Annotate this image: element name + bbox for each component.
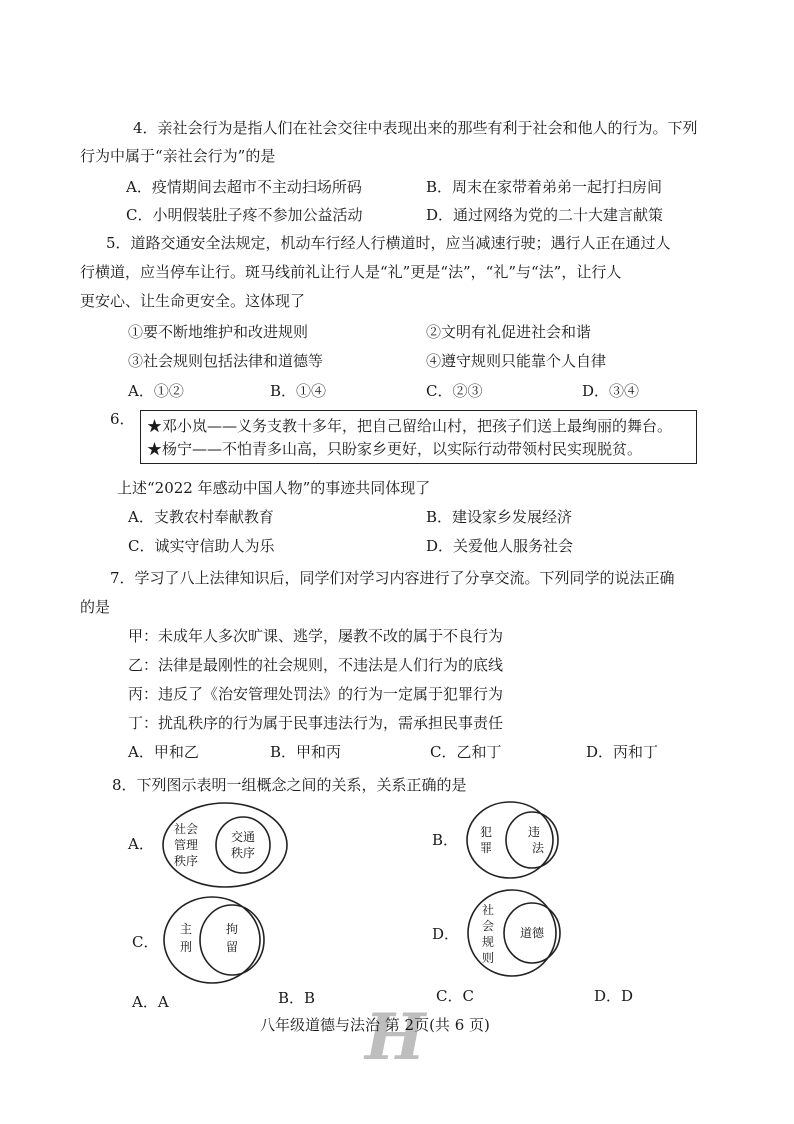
q8-diagram-b [462,798,562,882]
q7-statement-yi: 乙：法律是最刚性的社会规则，不违法是人们行为的底线 [128,656,504,674]
q5-statement-4: ④遵守规则只能靠个人自律 [426,352,607,370]
q8-b-outer-1: 犯 [480,825,493,839]
q8-b-inner-2: 法 [532,841,545,855]
q8-c-inner-1: 拘 [226,922,239,936]
q5-option-d: D．③④ [582,382,640,400]
q7-stem-line2: 的是 [80,598,111,616]
q7-option-d: D．丙和丁 [586,743,659,761]
q6-option-a: A．支教农村奉献教育 [128,508,274,526]
q8-diagram-b-label: B． [432,831,459,849]
q4-stem-line2: 行为中属于“亲社会行为”的是 [80,147,276,165]
q8-diagram-a [160,800,290,890]
q4-option-b: B．周末在家带着弟弟一起打扫房间 [426,178,663,196]
q5-statement-3: ③社会规则包括法律和道德等 [128,352,324,370]
q5-statement-2: ②文明有礼促进社会和谐 [426,323,592,341]
q8-diagram-a-label: A． [128,835,154,853]
q8-d-outer-1: 社 [482,903,495,917]
q8-diagram-c [160,893,270,987]
q7-statement-jia: 甲：未成年人多次旷课、逃学，屡教不改的属于不良行为 [128,627,504,645]
q7-stem-line1: 7．学习了八上法律知识后，同学们对学习内容进行了分享交流。下列同学的说法正确 [110,569,675,587]
q7-statement-bing: 丙：违反了《治安管理处罚法》的行为一定属于犯罪行为 [128,685,504,703]
q4-option-c: C．小明假装肚子疼不参加公益活动 [126,206,363,224]
q8-d-outer-2: 会 [482,919,495,933]
q5-statement-1: ①要不断地维护和改进规则 [128,323,309,341]
q6-box-line2: ★杨宁——不怕青多山高，只盼家乡更好，以实际行动带领村民实现脱贫。 [147,440,643,458]
q8-diagram-d-label: D． [432,925,460,943]
q5-option-a: A．①② [128,382,184,400]
q6-option-d: D．关爱他人服务社会 [426,537,574,555]
q4-stem-line1: 4．亲社会行为是指人们在社会交往中表现出来的那些有利于社会和他人的行为。下列 [133,119,698,137]
q8-d-outer-3: 规 [482,935,495,949]
q4-option-a: A．疫情期间去超市不主动扫场所码 [126,178,362,196]
q5-stem-line3: 更安心、让生命更安全。这体现了 [80,292,306,310]
q8-c-inner-2: 留 [226,940,239,954]
q8-a-outer-2: 管理 [174,838,199,852]
q8-c-outer-1: 主 [180,922,193,936]
q8-b-inner-1: 违 [528,825,541,839]
q6-number: 6． [110,410,135,428]
q6-stem: 上述“2022 年感动中国人物”的事迹共同体现了 [117,479,431,497]
q8-c-outer-2: 刑 [180,940,193,954]
q8-option-c: C．C [436,987,474,1005]
q6-option-b: B．建设家乡发展经济 [426,508,573,526]
q8-diagram-d [464,886,564,980]
q8-option-b: B．B [278,989,316,1007]
q5-stem-line1: 5．道路交通安全法规定，机动车行经人行横道时，应当减速行驶；遇行人正在通过人 [106,234,671,252]
watermark-h: H [365,1000,426,1075]
q5-option-b: B．①④ [270,382,327,400]
q8-option-d: D．D [594,987,634,1005]
q6-box-line1: ★邓小岚——义务支教十多年，把自己留给山村，把孩子们送上最绚丽的舞台。 [147,417,673,435]
q7-option-b: B．甲和丙 [270,743,342,761]
q7-option-c: C．乙和丁 [430,743,502,761]
page-footer: 八年级道德与法治 第 2页(共 6 页) [260,1016,490,1034]
q8-b-outer-2: 罪 [480,841,493,855]
q8-diagram-c-label: C． [132,933,159,951]
q8-d-outer-4: 则 [482,951,495,965]
q6-quote-box [140,410,697,464]
q6-option-c: C．诚实守信助人为乐 [128,537,275,555]
q8-a-inner-2: 秩序 [231,846,256,860]
q8-option-a: A．A [132,993,169,1011]
q5-option-c: C．②③ [426,382,483,400]
q8-stem: 8．下列图示表明一组概念之间的关系，关系正确的是 [112,776,467,794]
q4-option-d: D．通过网络为党的二十大建言献策 [426,206,664,224]
q7-option-a: A．甲和乙 [128,743,199,761]
q8-a-outer-1: 社会 [174,822,199,836]
q8-a-outer-3: 秩序 [174,854,199,868]
q8-d-inner-1: 道德 [520,926,545,940]
q7-statement-ding: 丁：扰乱秩序的行为属于民事违法行为，需承担民事责任 [128,714,504,732]
q5-stem-line2: 行横道，应当停车让行。斑马线前礼让行人是“礼”更是“法”，“礼”与“法”，让行人 [80,263,622,281]
q8-a-inner-1: 交通 [231,830,256,844]
